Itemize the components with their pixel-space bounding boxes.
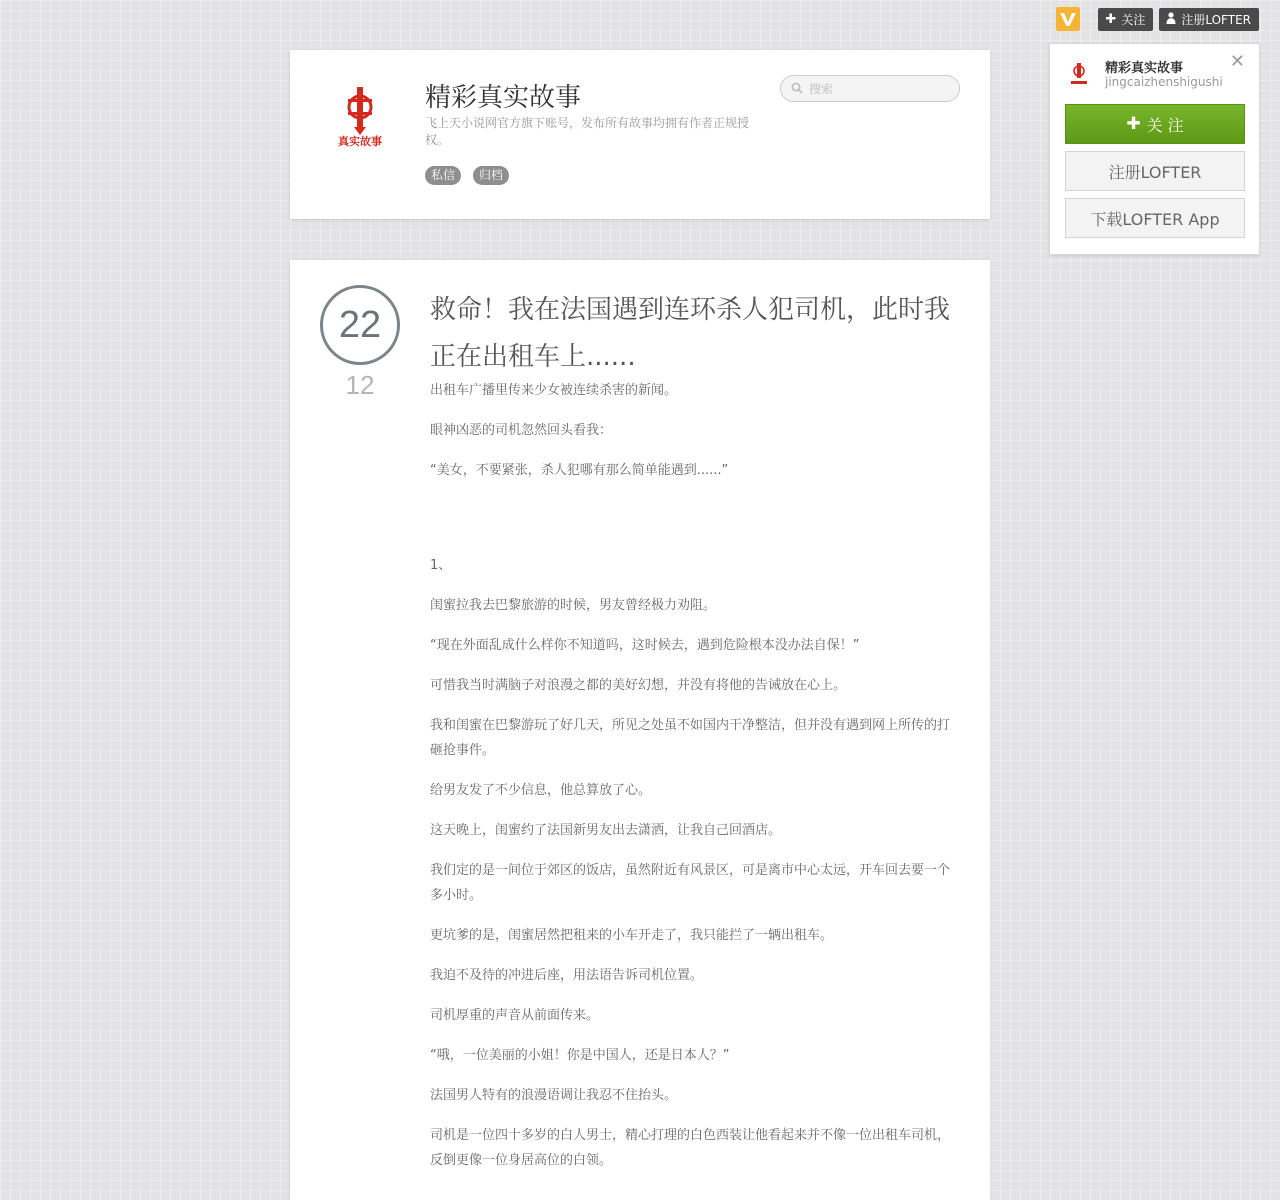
follow-button[interactable] bbox=[1065, 104, 1245, 144]
top-follow-button[interactable] bbox=[1098, 8, 1153, 31]
top-follow-label: 关注 bbox=[1121, 12, 1146, 27]
plus-icon: ✚ bbox=[1126, 114, 1141, 134]
post-paragraph: “美女，不要紧张，杀人犯哪有那么简单能遇到......” bbox=[430, 463, 729, 478]
post-paragraph: 司机厚重的声音从前面传来。 bbox=[430, 1008, 600, 1023]
private-message-tag[interactable]: 私信 bbox=[425, 166, 461, 185]
plus-icon: ✚ bbox=[1105, 11, 1117, 27]
post-paragraph-blank bbox=[430, 498, 960, 523]
post-paragraph: 可惜我当时满脑子对浪漫之都的美好幻想，并没有将他的告诫放在心上。 bbox=[430, 678, 847, 693]
lofter-logo-icon[interactable] bbox=[1056, 7, 1080, 31]
post-paragraph: “现在外面乱成什么样你不知道吗，这时候去，遇到危险根本没办法自保！” bbox=[430, 638, 860, 653]
top-register-button[interactable] bbox=[1159, 8, 1259, 31]
follow-card bbox=[1049, 43, 1260, 255]
post-paragraph: 我们定的是一间位于郊区的饭店，虽然附近有风景区，可是离市中心太远，开车回去要一个多小时。 bbox=[430, 863, 951, 903]
search-box bbox=[780, 75, 960, 102]
blog-description: 飞上天小说网官方旗下账号，发布所有故事均拥有作者正规授权。 bbox=[425, 116, 750, 147]
search-input[interactable] bbox=[807, 81, 951, 97]
post-title[interactable]: 救命！我在法国遇到连环杀人犯司机，此时我正在出租车上...... bbox=[430, 295, 951, 372]
blog-domain: jingcaizhenshigushi bbox=[1105, 75, 1223, 89]
post-paragraph: 1、 bbox=[430, 558, 452, 573]
blog-header bbox=[290, 50, 990, 219]
user-icon bbox=[1166, 12, 1176, 27]
post-paragraph: 我和闺蜜在巴黎游玩了好几天，所见之处虽不如国内干净整洁，但并没有遇到网上所传的打砸抢事件。 bbox=[430, 718, 951, 758]
post-card bbox=[290, 260, 990, 1200]
post-day: 22 bbox=[320, 285, 400, 365]
post-paragraph: 出租车广播里传来少女被连续杀害的新闻。 bbox=[430, 383, 678, 398]
blog-avatar[interactable] bbox=[330, 85, 390, 155]
post-month: 12 bbox=[345, 370, 375, 400]
post-paragraph: 司机是一位四十多岁的白人男士，精心打理的白色西装让他看起来并不像一位出租车司机，反倒更像一位身居高位的白领。 bbox=[430, 1128, 951, 1168]
search-icon bbox=[791, 79, 803, 98]
post-paragraph: 给男友发了不少信息，他总算放了心。 bbox=[430, 783, 652, 798]
close-icon[interactable]: ✕ bbox=[1229, 51, 1245, 72]
blog-avatar-small[interactable] bbox=[1065, 60, 1093, 88]
post-paragraph: 眼神凶恶的司机忽然回头看我： bbox=[430, 423, 613, 438]
top-toolbar bbox=[1056, 7, 1259, 31]
top-register-label: 注册LOFTER bbox=[1181, 12, 1251, 27]
blog-name[interactable]: 精彩真实故事 bbox=[1105, 61, 1184, 76]
header-tags bbox=[425, 166, 509, 185]
blog-title[interactable]: 精彩真实故事 bbox=[425, 83, 582, 113]
post-paragraph: 更坑爹的是，闺蜜居然把租来的小车开走了，我只能拦了一辆出租车。 bbox=[430, 928, 834, 943]
post-paragraph: 法国男人特有的浪漫语调让我忍不住抬头。 bbox=[430, 1088, 678, 1103]
download-app-button[interactable]: 下载LOFTER App bbox=[1065, 198, 1245, 238]
archive-tag[interactable]: 归档 bbox=[473, 166, 509, 185]
follow-button-label: 关 注 bbox=[1146, 115, 1184, 135]
post-paragraph: 闺蜜拉我去巴黎旅游的时候，男友曾经极力劝阻。 bbox=[430, 598, 717, 613]
post-paragraph: “哦，一位美丽的小姐！你是中国人，还是日本人？” bbox=[430, 1048, 730, 1063]
post-paragraph: 这天晚上，闺蜜约了法国新男友出去潇洒，让我自己回酒店。 bbox=[430, 823, 782, 838]
post-paragraph: 我迫不及待的冲进后座，用法语告诉司机位置。 bbox=[430, 968, 704, 983]
avatar-label: 真实故事 bbox=[338, 135, 382, 148]
post-body bbox=[430, 378, 960, 1188]
register-button[interactable]: 注册LOFTER bbox=[1065, 151, 1245, 191]
